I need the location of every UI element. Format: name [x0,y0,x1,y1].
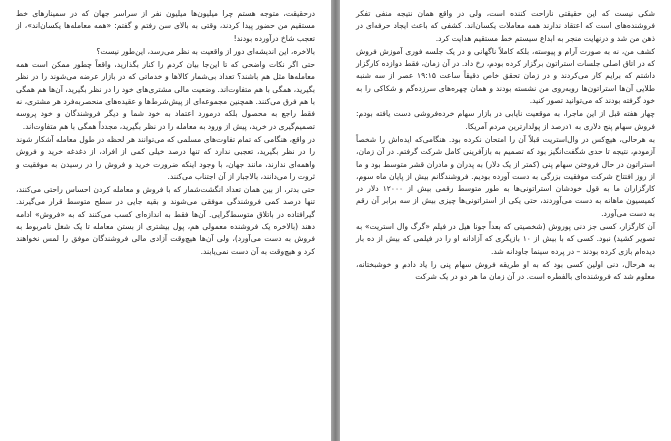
left-paragraph-2: بالاخره، این اندیشه‌ای دور از واقعیت به نظر می‌رسد، این‌طور نیست؟ [96,46,315,56]
right-paragraph-6: به هرحال، دنی اولین کسی بود که به او طریقه فروش سهام پنی را یاد دادم و خوشبختانه، معلوم شد که فروشنده‌ای بالفطره است. در آن زمان ما هر دو در یک شرکت [356,259,655,282]
left-paragraph-4: در واقع، هنگامی که تمام تفاوت‌های مسلمی که می‌توانند هر لحظه در طول معامله آشکار شوند را در نظر بگیرید، تعجبی ندارد که تنها درصد خیلی کمی از افراد، از دغدغه خرید و فروش واهمه‌ای ندارند، مانند جهان، با وجود اینکه ضرورت خرید و فروش را در رسیدن به موفقیت و ثروت را می‌دانند، بالاجبار از آن اجتناب می‌کنند. [16,134,315,181]
right-paragraph-5: آن کارگزار، کسی جز دنی پوروش (شخصیتی که بعداً جونا هیل در فیلم «گرگ وال استریت» به تصویر کشید) نبود. کسی که با بیش از ۱۰ بازیگری که آزادانه او را در فیلمی که بیش از ده بار دیده‌ام بازی کرده بودند – در پرده سینما جاودانه شد. [356,222,655,256]
page-gutter [331,0,340,441]
left-paragraph-1: درحقیقت، متوجه هستم چرا میلیون‌ها میلیون نفر از سراسر جهان که در سمینارهای خط مستقیم من حضور پیدا کردند، وقتی به بالای سن رفتم و گفتم: «همه معامله‌ها یکسان‌اند»، از تعجب شاخ درآورده بودند! [16,9,315,43]
right-paragraph-4: به هرحالی، هیچ‌کس در وال‌استریت قبلاً آن را امتحان نکرده بود. هنگامی‌که ایده‌اش را شخصاً آزمودم، نتیجه تا حدی شگفت‌انگیز بود که تصمیم به بازآفرینی کامل شرکت گرفتم. در آن زمان، استراتون در حال فروختن سهام پنی (کمتر از یک دلار) به پدران و مادران قشر متوسط بود و ما از روز افتتاح شرکت موفقیت بزرگی به دست آورده بودیم. فروشندگانم بیش از پایان ماه سوم، کارگزاران ما به قول خودشان استراتونی‌ها به طور متوسط رقمی بیش از ۱۲۰۰۰ دلار در کمیسیون ماهانه به دست می‌آوردند، حتی یکی از استراتونی‌ها چیزی بیش از سه برابر آن رقم به دست می‌آورد. [356,134,655,218]
left-paragraph-5: حتی بدتر، از بین همان تعداد انگشت‌شمار که با فروش و معامله کردن احساس راحتی می‌کنند، تنها درصد کمی فروشندگی موفقی می‌شوند و بقیه جایی در سطح متوسط قرار می‌گیرند. گیرافتاده در باتلاق متوسط‌گرایی. آن‌ها فقط به اندازه‌ای کسب می‌کنند که به «فروش» ادامه دهند (بالاخره یک فروشنده معمولی هم، پول بیشتری از بستن معامله تا یک شغل نامربوط به فروش به دست می‌آورد)، ولی آن‌ها هیچ‌وقت آزادی مالی فروشندگان موفق را لمس نخواهند کرد و هیچ‌وقت به آن دست نمی‌یابند. [16,185,315,256]
right-paragraph-1: شکی نیست که این حقیقتی ناراحت کننده است، ولی در واقع همان نتیجه منفی تفکر فروشنده‌های است که اعتقاد ندارند همه معاملات یکسان‌اند. کشفی که باعث ایجاد حرفه‌ای در ذهن من شد و درنهایت منجر به ابداع سیستم خط مستقیم هدایت کرد. [356,9,655,43]
left-paragraph-3: حتی اگر نکات واضحی که تا این‌جا بیان کردم را کنار بگذارید، واقعاً چطور ممکن است همه معامله‌ها مثل هم باشند؟ تعداد بی‌شمار کالاها و خدماتی که در بازار عرضه می‌شوند را در نظر بگیرید، همگی با هم متفاوت‌اند. وضعیت مالی مشتری‌های خود را در نظر بگیرید، آن‌ها هم همگی با هم فرق می‌کنند. همچنین مجموعه‌ای از پیش‌شرط‌ها و عقیده‌های منحصربه‌فرد هر مشتری، نه فقط راجع به محصول بلکه درمورد اعتماد به خود شما و دیگر فروشندگان و خود پروسه تصمیم‌گیری در خرید، پیش از ورود به معامله را در نظر بگیرید، مجدداً همگی با هم متفاوت‌اند. [15,60,315,131]
right-paragraph-2: کشف من، نه به صورت آرام و پیوسته، بلکه کاملاً ناگهانی و در یک جلسه فوری آموزش فروش که در اتاق اصلی جلسات استراتون برگزار کرده بودم، رخ داد. در آن زمان، فقط دوازده کارگزار داشتم که برایم کار می‌کردند و در زمان تحقق خاص دقیقاً ساعت ۱۹:۱۵ عصر از سه شنبه طلایی آن‌ها استراتون‌ها روبه‌روی من نشسته بودند و همان چهره‌های سرزده‌گم و شکاکی را به خود گرفته بودند که می‌توانید تصور کنید. [356,46,655,106]
right-paragraph-3: چهار هفته قبل از این ماجرا، به موقعیت نایابی در بازار سهام خرده‌فروشی دست یافته بودم: فروش سهام پنج دلاری به ۱درصد از پولدارترین مردم آمریکا. [356,109,655,131]
left-page [0,0,331,441]
right-page [340,0,671,441]
